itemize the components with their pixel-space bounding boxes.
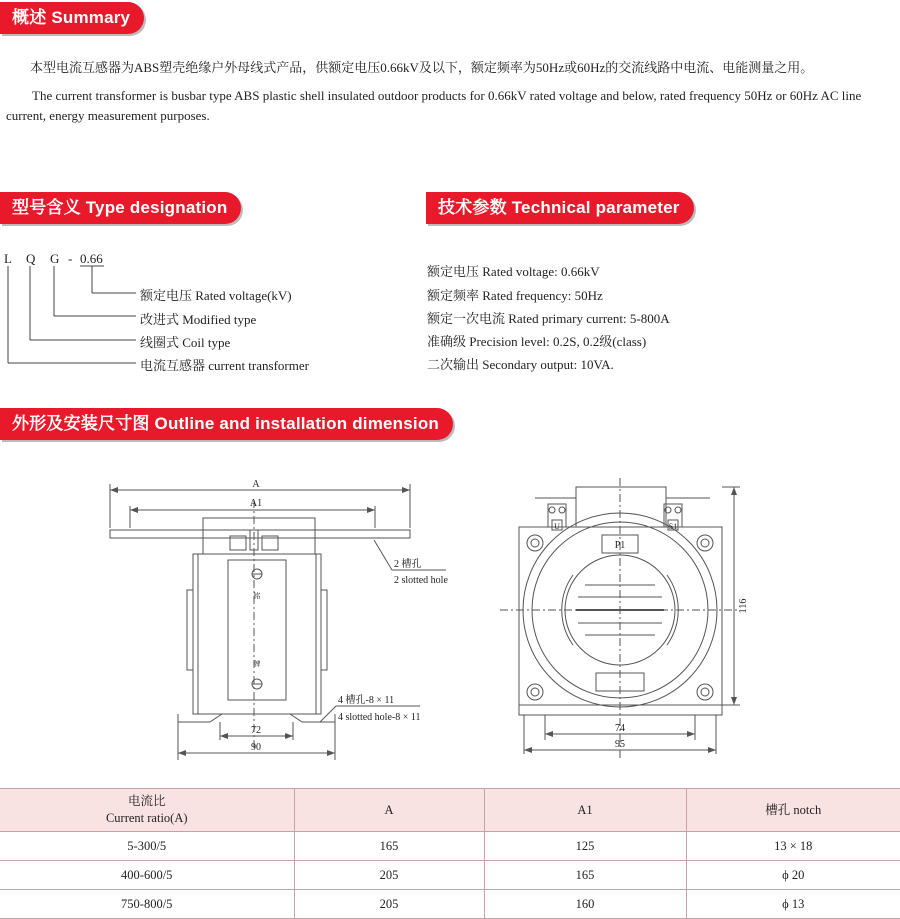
outline-heading: 外形及安装尺寸图 Outline and installation dimension [0,408,453,440]
slot-label-zh: 2 槽孔 [394,559,422,570]
cell-a1: 160 [484,890,686,919]
cell-ratio: 5-300/5 [0,832,294,861]
header-ratio-en: Current ratio(A) [105,811,188,825]
designation-item-coil: 线圈式 Coil type [140,335,231,350]
dim-116-label: 116 [738,598,749,614]
slot-label-en: 2 slotted hole [394,575,448,586]
dim-a-label: A [252,479,260,490]
designation-lines [0,262,140,372]
dim-90-label: 90 [251,742,261,753]
nameplate-text-bottom: 牌 [253,660,261,668]
nameplate-text-top: 铭 [253,592,261,600]
table-row [0,890,900,919]
cell-a1: 125 [484,832,686,861]
code-char-l: L [4,251,12,266]
hole-label-en: 4 slotted hole-8 × 11 [338,712,421,723]
spec-table-header [0,789,900,832]
p1-label: P1 [614,540,626,551]
cell-a: 165 [294,832,484,861]
summary-heading: 概述 Summary [0,2,144,34]
code-char-g: G [50,251,60,266]
designation-item-transformer: 电流互感器 current transformer [140,358,309,373]
cell-notch: ϕ 13 [686,890,900,919]
summary-text-en: The current transformer is busbar type ABS plastic shell insulated outdoor products for 0.66kV rated voltage and below, rated frequency 50Hz or 60Hz AC line current, energy measurement purposes. [6,88,862,123]
cell-a: 205 [294,890,484,919]
header-a1: A1 [484,789,686,832]
designation-item-modified: 改进式 Modified type [140,312,257,327]
type-designation-heading: 型号含义 Type designation [0,192,241,224]
outline-drawing [0,470,900,770]
dim-a1-label: A1 [249,498,263,509]
tech-item-precision: 准确级 Precision level: 0.2S, 0.2级(class) [427,334,647,349]
designation-item-voltage: 额定电压 Rated voltage(kV) [140,288,292,303]
code-char-q: Q [26,251,36,266]
technical-heading: 技术参数 Technical parameter [426,192,694,224]
tech-item-output: 二次输出 Secondary output: 10VA. [427,357,614,372]
cell-ratio: 750-800/5 [0,890,294,919]
header-a: A [294,789,484,832]
code-char-dash: - [68,251,73,266]
tech-item-frequency: 额定频率 Rated frequency: 50Hz [427,288,603,303]
cell-a: 205 [294,861,484,890]
summary-text-zh: 本型电流互感器为ABS塑壳绝缘户外母线式产品，供额定电压0.66kV及以下，额定频率为50Hz或60Hz的交流线路中电流、电能测量之用。 [30,60,814,75]
header-current-ratio [0,789,294,832]
table-row [0,832,900,861]
spec-table [0,788,900,919]
terminal-s1-label: S1 [668,522,678,531]
terminal-u-label: U [554,522,560,531]
table-row [0,861,900,890]
header-notch: 槽孔 notch [686,789,900,832]
hole-label-zh: 4 槽孔-8 × 11 [338,695,395,706]
dim-74-label: 74 [615,723,625,734]
tech-item-voltage: 额定电压 Rated voltage: 0.66kV [427,264,600,279]
dim-72-label: 72 [251,725,261,736]
cell-notch: ϕ 20 [686,861,900,890]
cell-notch: 13 × 18 [686,832,900,861]
cell-a1: 165 [484,861,686,890]
header-ratio-zh: 电流比 [127,794,166,808]
tech-item-current: 额定一次电流 Rated primary current: 5-800A [427,311,670,326]
code-char-voltage: 0.66 [80,251,103,266]
dim-95-label: 95 [615,739,625,750]
cell-ratio: 400-600/5 [0,861,294,890]
